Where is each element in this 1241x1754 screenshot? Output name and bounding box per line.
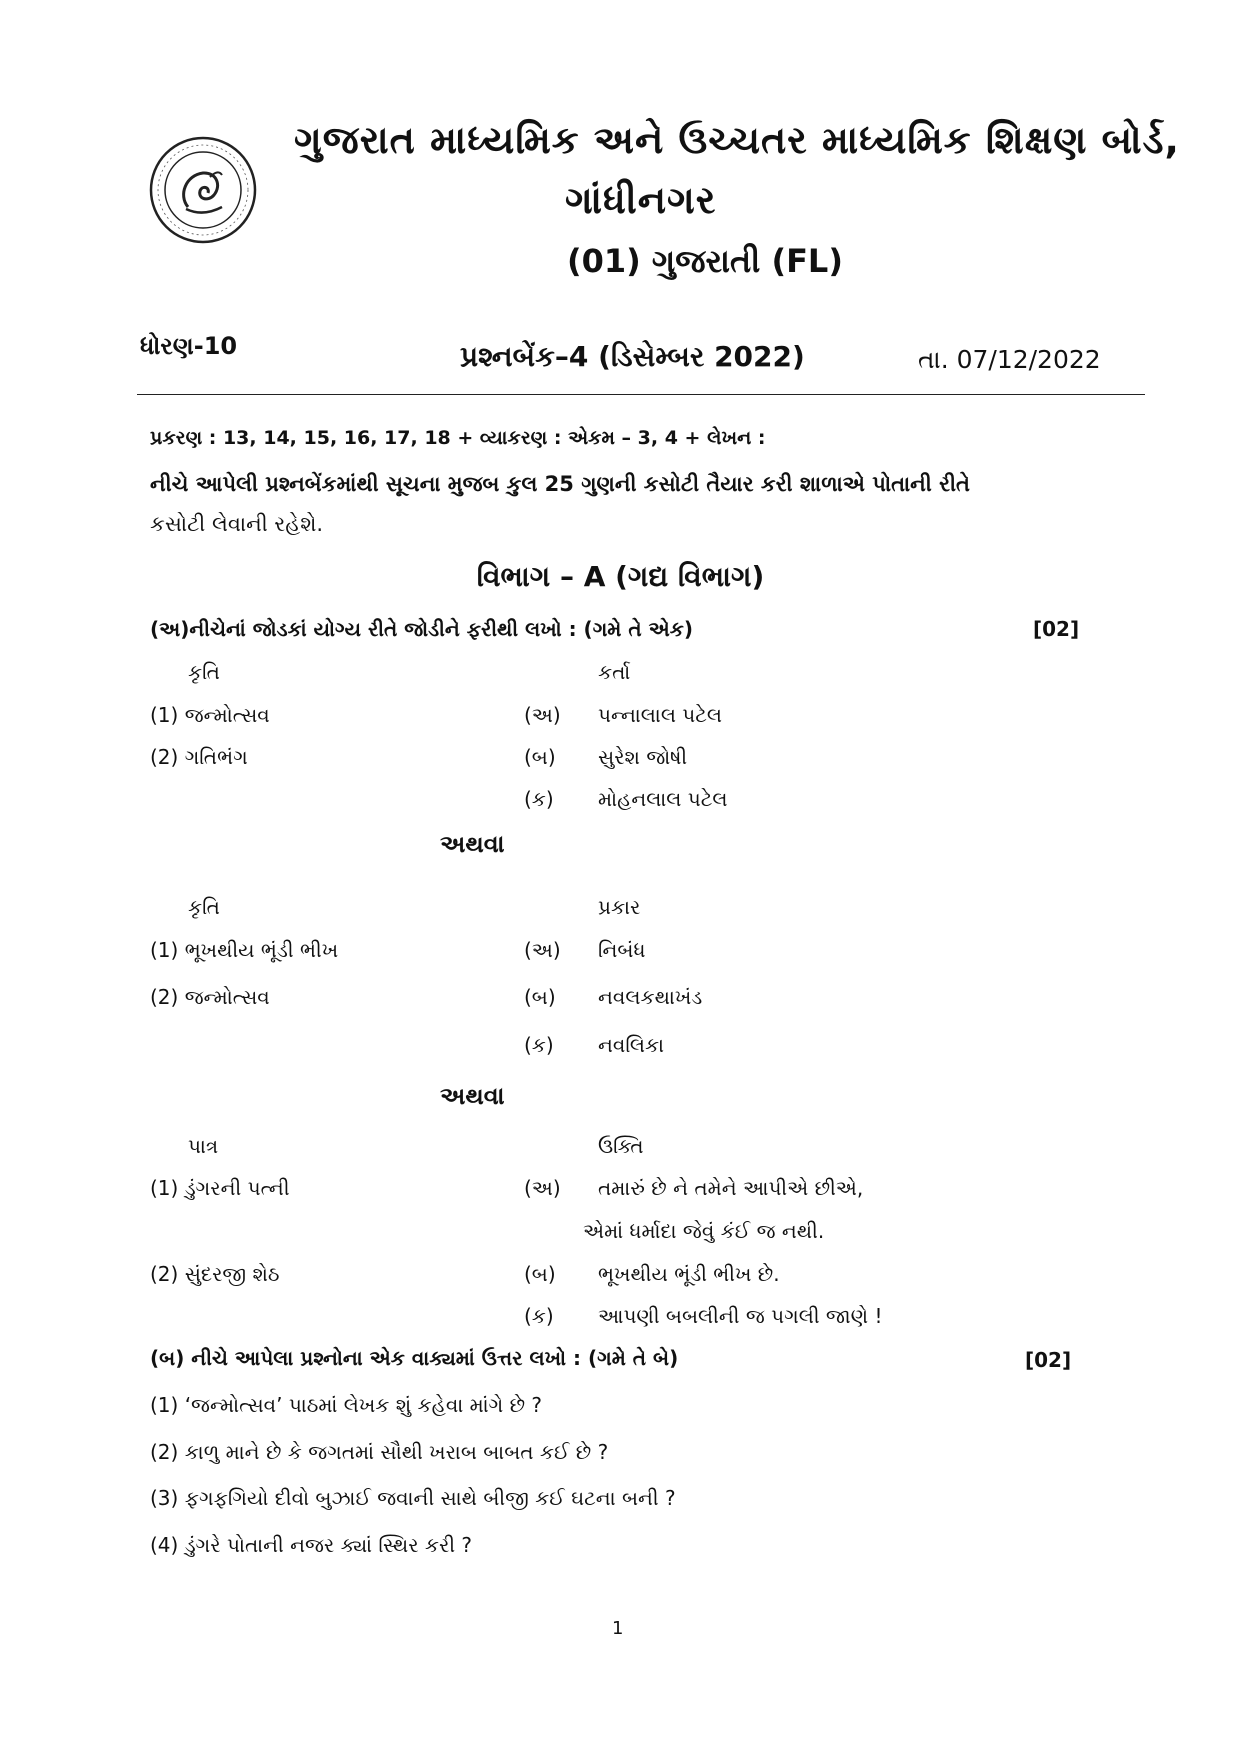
header-divider — [137, 394, 1145, 395]
set1-right-item: પન્નાલાલ પટેલ — [598, 703, 723, 727]
chapters-line: પ્રકરણ : 13, 14, 15, 16, 17, 18 + વ્યાકરણ : એકમ – 3, 4 + લેખન : — [150, 427, 766, 449]
set2-right-item: નિબંધ — [598, 938, 646, 962]
question-b-marks: [02] — [1025, 1348, 1072, 1372]
set3-right-tag: (ક) — [524, 1304, 554, 1328]
question-b-item: (4) ડુંગરે પોતાની નજર ક્યાં સ્થિર કરી ? — [150, 1533, 473, 1557]
set1-right-heading: કર્તા — [598, 660, 631, 684]
or-divider: અથવા — [440, 1082, 505, 1110]
set3-right-item: ભૂખથીય ભૂંડી ભીખ છે. — [598, 1262, 780, 1286]
set2-right-heading: પ્રકાર — [598, 895, 641, 919]
set2-right-item: નવલિકા — [598, 1033, 665, 1057]
set2-left-item: (2) જન્મોત્સવ — [150, 985, 270, 1009]
set2-right-tag: (ક) — [524, 1033, 554, 1057]
set3-left-item: (2) સુંદરજી શેઠ — [150, 1262, 280, 1286]
board-title-line2: ગાંધીનગર — [565, 178, 717, 222]
page-number: 1 — [612, 1618, 624, 1639]
set1-right-item: મોહનલાલ પટેલ — [598, 787, 728, 811]
question-a-marks: [02] — [1033, 617, 1080, 641]
set3-right-heading: ઉક્તિ — [598, 1134, 644, 1158]
set3-right-tag: (બ) — [524, 1262, 556, 1286]
set3-right-tag: (અ) — [524, 1176, 561, 1200]
question-b-item: (1) ‘જન્મોત્સવ’ પાઠમાં લેખક શું કહેવા માંગે છે ? — [150, 1393, 543, 1417]
question-b-item: (3) ફગફગિયો દીવો બુઝાઈ જવાની સાથે બીજી કઈ ઘટના બની ? — [150, 1486, 676, 1510]
standard-label: ધોરણ-10 — [140, 332, 238, 360]
question-a-text: (અ)નીચેનાં જોડકાં યોગ્ય રીતે જોડીને ફરીથી લખો : (ગમે તે એક) — [150, 617, 693, 641]
board-seal-logo — [148, 135, 258, 245]
or-divider: અથવા — [440, 830, 505, 858]
set2-right-item: નવલકથાખંડ — [598, 985, 703, 1009]
set2-right-tag: (બ) — [524, 985, 556, 1009]
instruction-line1: નીચે આપેલી પ્રશ્નબેંકમાંથી સૂચના મુજબ કુલ 25 ગુણની કસોટી તૈયાર કરી શાળાએ પોતાની રીતે — [150, 472, 970, 496]
set3-right-item: આપણી બબલીની જ પગલી જાણે ! — [598, 1304, 883, 1328]
set3-left-item: (1) ડુંગરની પત્ની — [150, 1176, 290, 1200]
set1-left-heading: કૃતિ — [188, 660, 220, 684]
set1-right-tag: (અ) — [524, 703, 561, 727]
board-title-line1: ગુજરાત માધ્યમિક અને ઉચ્ચતર માધ્યમિક શિક્ષણ બોર્ડ, — [294, 118, 1180, 162]
set1-left-item: (1) જન્મોત્સવ — [150, 703, 270, 727]
set2-left-heading: કૃતિ — [188, 895, 220, 919]
set2-left-item: (1) ભૂખથીય ભૂંડી ભીખ — [150, 938, 339, 962]
exam-date: તા. 07/12/2022 — [918, 345, 1101, 374]
set3-right-item: એમાં ધર્માદા જેવું કંઈ જ નથી. — [583, 1219, 825, 1243]
set1-left-item: (2) ગતિભંગ — [150, 745, 248, 769]
set2-right-tag: (અ) — [524, 938, 561, 962]
set1-right-tag: (બ) — [524, 745, 556, 769]
set1-right-tag: (ક) — [524, 787, 554, 811]
set1-right-item: સુરેશ જોષી — [598, 745, 688, 769]
section-a-title: વિભાગ – A (ગદ્ય વિભાગ) — [476, 560, 765, 593]
question-b-text: (બ) નીચે આપેલા પ્રશ્નોના એક વાક્યમાં ઉત્તર લખો : (ગમે તે બે) — [150, 1346, 679, 1370]
instruction-line2: કસોટી લેવાની રહેશે. — [150, 512, 324, 536]
question-b-item: (2) કાળુ માને છે કે જગતમાં સૌથી ખરાબ બાબત કઈ છે ? — [150, 1440, 609, 1464]
subject-title: (01) ગુજરાતી (FL) — [567, 242, 843, 280]
question-bank-title: પ્રશ્નબેંક–4 (ડિસેમ્બર 2022) — [460, 340, 805, 373]
set3-right-item: તમારું છે ને તમેને આપીએ છીએ, — [598, 1176, 864, 1200]
set3-left-heading: પાત્ર — [188, 1134, 219, 1158]
